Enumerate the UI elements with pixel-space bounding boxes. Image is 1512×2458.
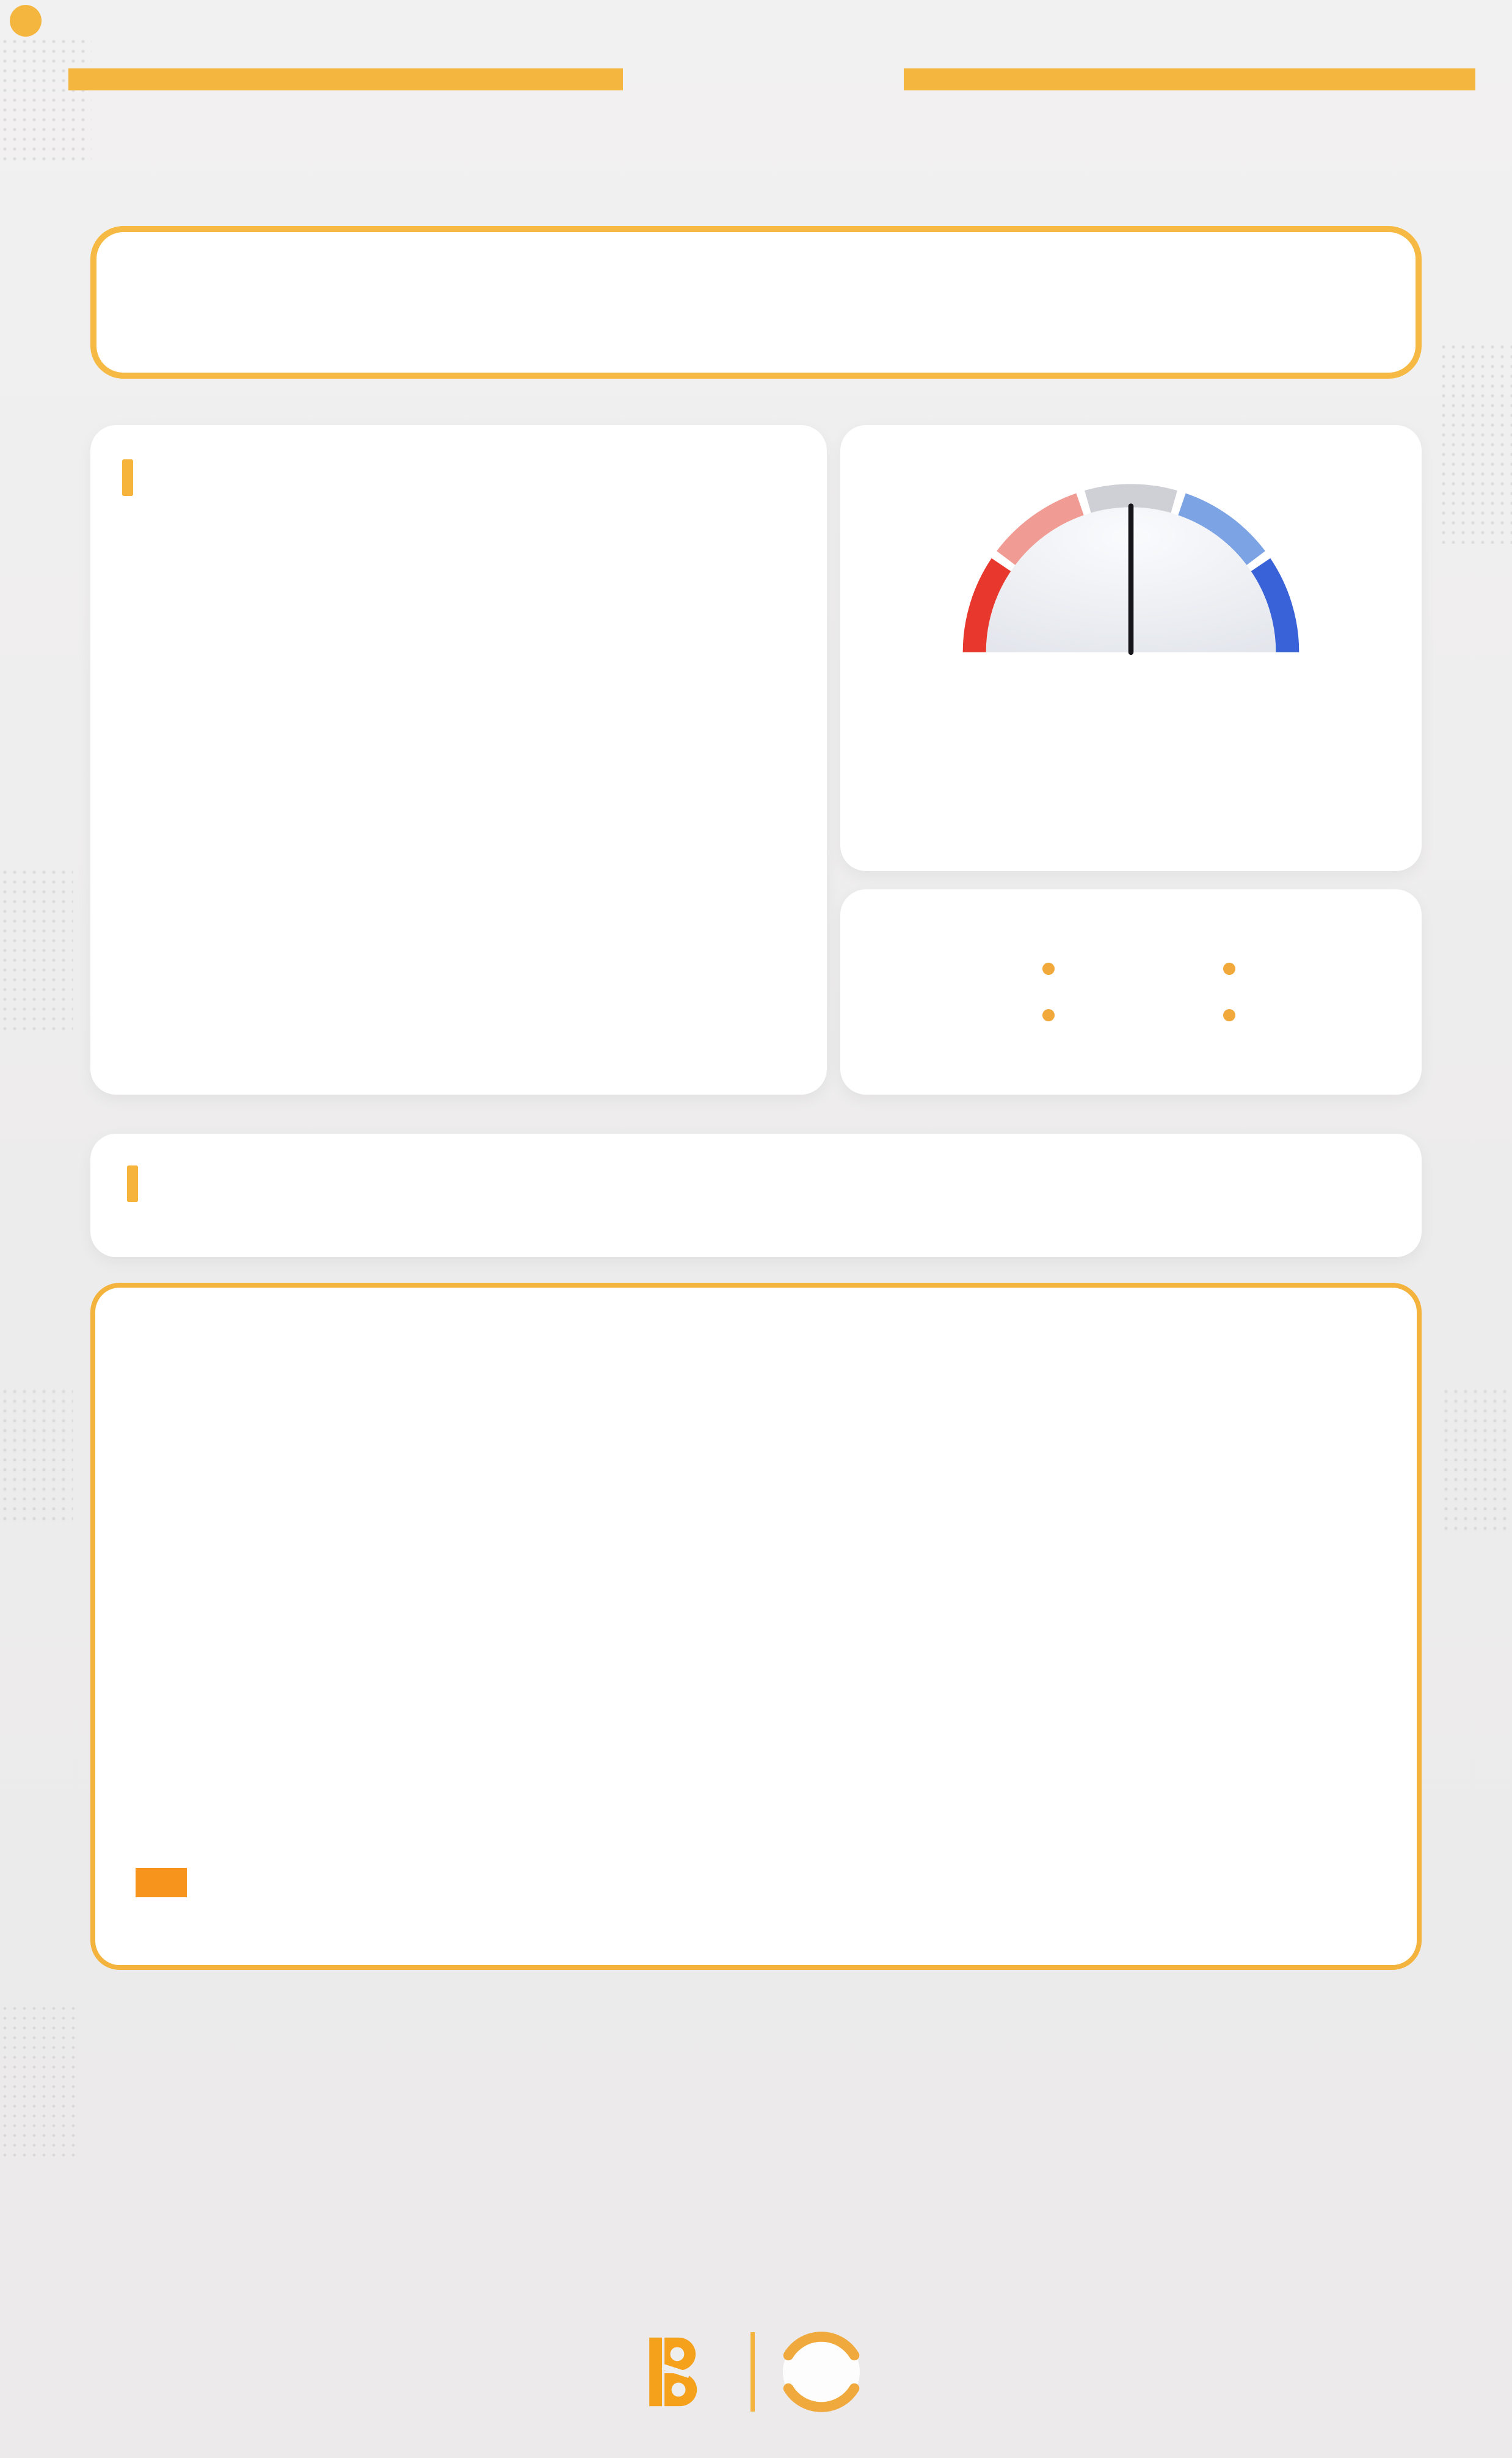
ma20-legend-row [147, 1434, 198, 1466]
header-accent-bar-right [904, 68, 1475, 90]
trade-idea-box [90, 226, 1422, 379]
levels-card [840, 889, 1422, 1095]
fundamental-card [90, 425, 827, 1095]
chart-title-tag [136, 1868, 187, 1897]
price-chart-card [90, 1283, 1422, 1970]
bullet-icon [1042, 1009, 1055, 1021]
halftone-dots [1441, 1387, 1512, 1533]
halftone-dots [1439, 342, 1512, 544]
title-accent-bar [122, 459, 133, 496]
sentiment-gauge [867, 443, 1395, 702]
gauge-arc-neutral [1088, 495, 1174, 501]
fundamental-title-row [122, 459, 795, 496]
alpha-hub-logo [776, 2326, 867, 2418]
halftone-dots [0, 867, 73, 1032]
footer-divider [751, 2332, 755, 2412]
resistance-row [874, 963, 1387, 975]
sentiment-gauge-card [840, 425, 1422, 871]
bullet-icon [1223, 1009, 1235, 1021]
rsi-legend [151, 1798, 165, 1826]
header-accent-bar-left [68, 68, 623, 90]
technical-card [90, 1134, 1422, 1257]
bullet-icon [1223, 963, 1235, 975]
halftone-dots [0, 1387, 73, 1521]
candlestick-chart [95, 1288, 1417, 1965]
support-row [874, 1009, 1387, 1021]
halftone-dots [0, 2004, 79, 2162]
header [0, 0, 1512, 202]
bullet-icon [1042, 963, 1055, 975]
chart-symbol-row [147, 1337, 198, 1369]
technical-title-row [127, 1165, 1385, 1202]
footer [0, 2326, 1512, 2418]
ma150-legend-row [147, 1401, 198, 1434]
chart-legend [147, 1337, 198, 1466]
bcr-logo-icon [645, 2336, 709, 2408]
ma100-legend-row [147, 1369, 198, 1401]
title-accent-bar [127, 1165, 138, 1202]
gauge-svg [867, 443, 1395, 702]
